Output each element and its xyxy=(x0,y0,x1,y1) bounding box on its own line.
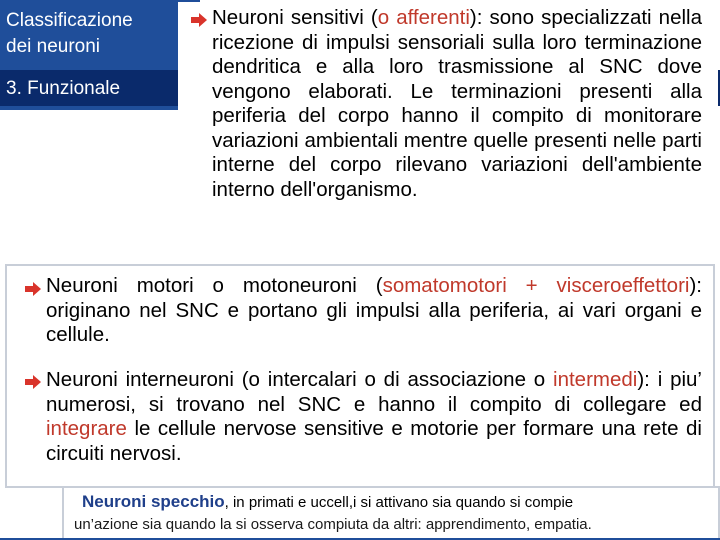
sensory-lead: Neuroni sensitivi xyxy=(212,6,371,29)
bullet-motor xyxy=(46,274,702,348)
sensory-paren-open: ( xyxy=(370,6,378,29)
inter-highlight: intermedi xyxy=(553,368,638,391)
motor-lead: Neuroni motori o motoneuroni xyxy=(46,274,376,297)
title-line-1: Classificazione xyxy=(6,10,133,31)
slide-title xyxy=(6,8,133,60)
bullet-interneuron xyxy=(46,368,702,466)
title-line-2: dei neuroni xyxy=(6,36,101,57)
inter-mid: ): i piu’ numerosi, si trovano nel SNC e hanno il compito di collegare ed xyxy=(46,368,702,416)
footer-line-2: un’azione sia quando la si osserva compiuta da altri: apprendimento, empatia. xyxy=(74,516,592,533)
sensory-paren-close: ) xyxy=(469,6,477,29)
bullet-sensory xyxy=(212,6,702,202)
slide-subtitle: 3. Funzionale xyxy=(6,78,121,99)
footer-bold: Neuroni specchio xyxy=(82,492,225,511)
bullet-arrow-icon xyxy=(190,12,208,28)
footer-line-1 xyxy=(82,492,573,512)
sensory-highlight: o afferenti xyxy=(377,6,470,29)
bullet-arrow-icon xyxy=(24,281,42,297)
motor-text: : originano nel SNC e portano gli impulsi alla periferia, ai vari organi e cellule. xyxy=(46,274,702,346)
inter-text: le cellule nervose sensitive e motorie per formare una rete di circuiti nervosi. xyxy=(46,417,702,465)
sensory-text: : sono specializzati nella ricezione di impulsi sensoriali sulla loro terminazione dendritica e alla loro trasmissione al SNC dove vengono elaborati. Le terminazioni presenti alla periferia del corpo hanno il compito di monitorare variazioni ambientali mentre quelle presenti nelle parti interne del corpo rilevano variazioni dell'ambiente interno dell'organismo. xyxy=(212,6,702,201)
motor-paren-close: ) xyxy=(689,274,697,297)
motor-paren-open: ( xyxy=(375,274,383,297)
motor-highlight: somatomotori + visceroeffettori xyxy=(382,274,690,297)
inter-highlight-2: integrare xyxy=(46,417,127,440)
inter-lead: Neuroni interneuroni (o intercalari o di associazione o xyxy=(46,368,554,391)
footer-text-1: , in primati e uccell,i si attivano sia quando si compie xyxy=(224,494,574,511)
bullet-arrow-icon xyxy=(24,374,42,390)
